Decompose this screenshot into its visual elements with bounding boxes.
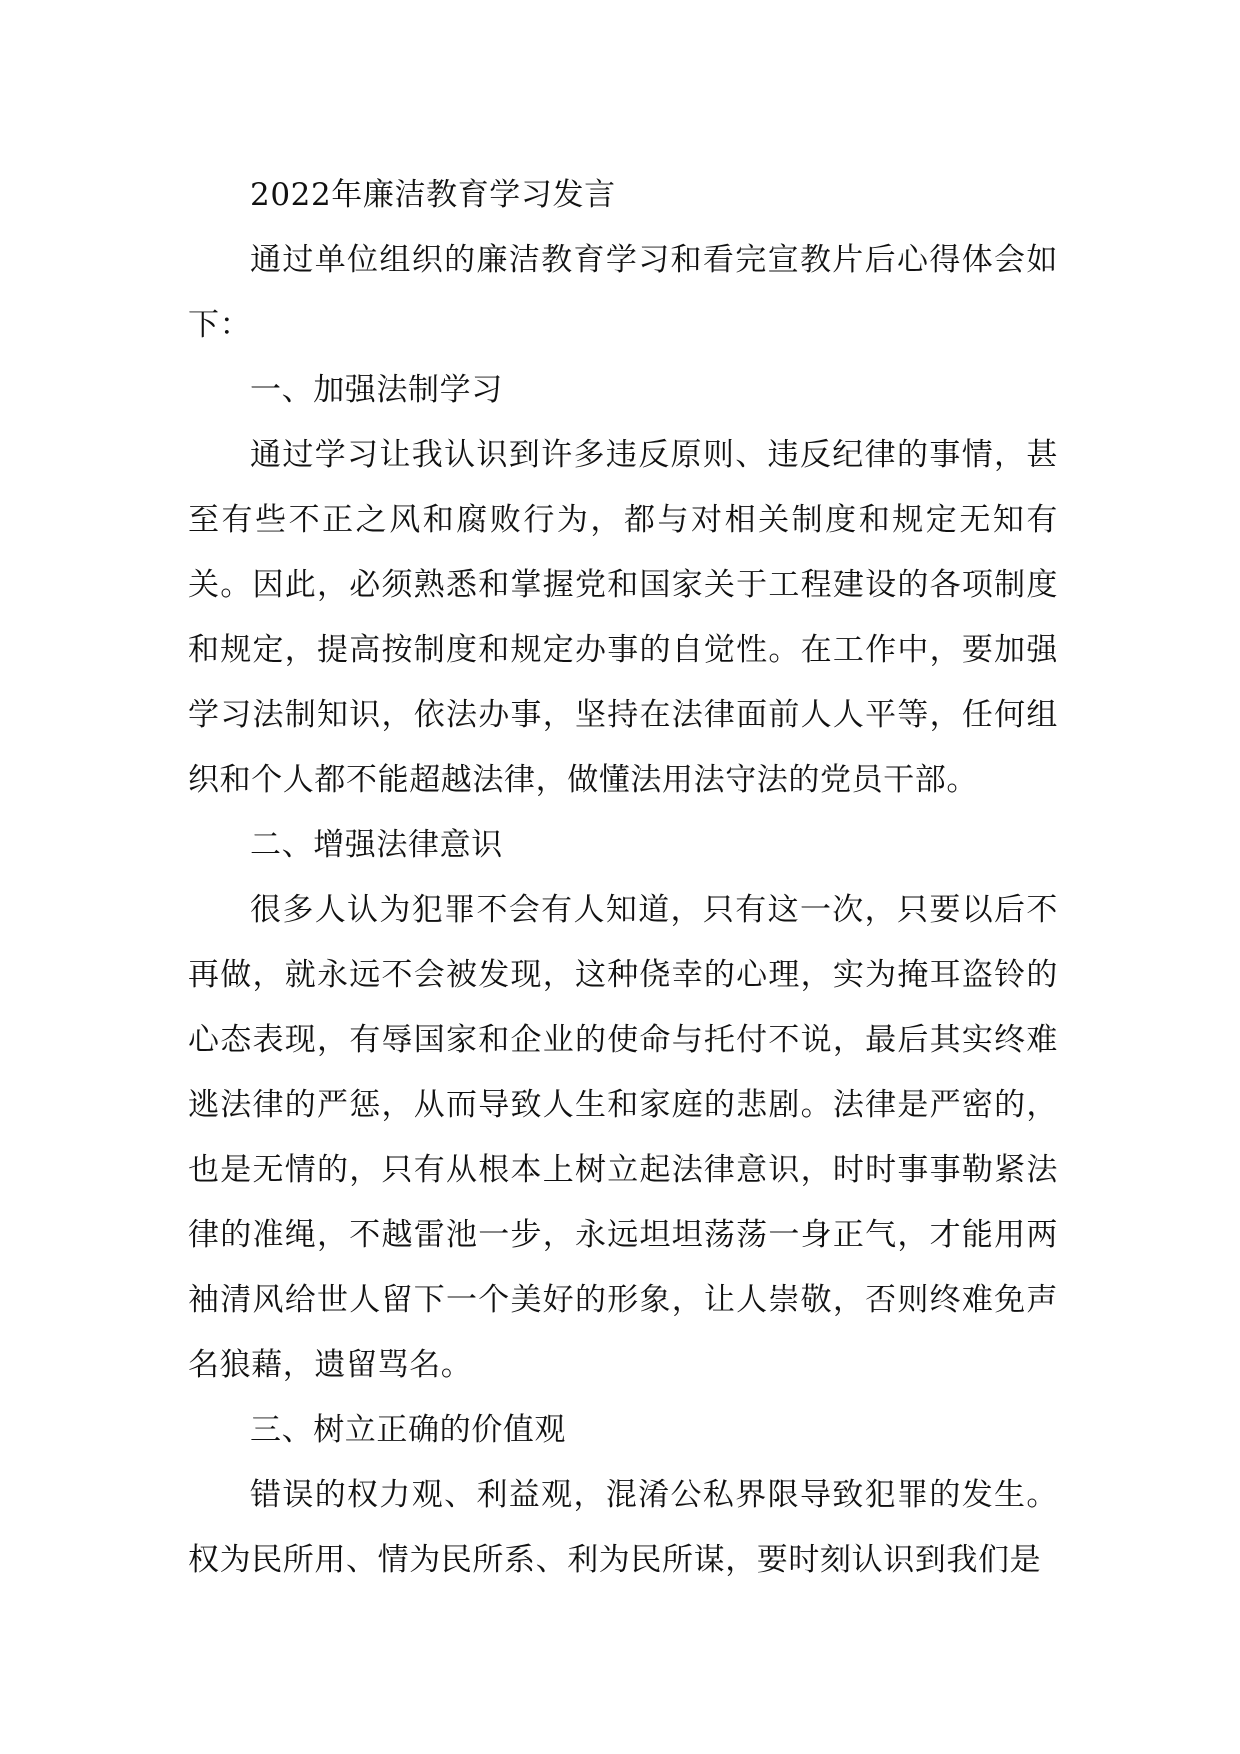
section-3-body: 错误的权力观、利益观，混淆公私界限导致犯罪的发生。权为民所用、情为民所系、利为民所谋，要时刻认识到我们是 — [188, 1477, 1058, 1578]
section-1-body: 通过学习让我认识到许多违反原则、违反纪律的事情，甚至有些不正之风和腐败行为，都与对相关制度和规定无知有关。因此，必须熟悉和掌握党和国家关于工程建设的各项制度和规定，提高按制度和规定办事的自觉性。在工作中，要加强学习法制知识，依法办事，坚持在法律面前人人平等，任何组织和个人都不能超越法律，做懂法用法守法的党员干部。 — [188, 437, 1058, 798]
intro-paragraph: 通过单位组织的廉洁教育学习和看完宣教片后心得体会如下： — [188, 242, 1058, 343]
section-2-body: 很多人认为犯罪不会有人知道，只有这一次，只要以后不再做，就永远不会被发现，这种侥幸的心理，实为掩耳盗铃的心态表现，有辱国家和企业的使命与托付不说，最后其实终难逃法律的严惩，从而导致人生和家庭的悲剧。法律是严密的，也是无情的，只有从根本上树立起法律意识，时时事事勒紧法律的准绳，不越雷池一步，永远坦坦荡荡一身正气，才能用两袖清风给世人留下一个美好的形象，让人崇敬，否则终难免声名狼藉，遗留骂名。 — [188, 892, 1058, 1383]
section-2-heading: 二、增强法律意识 — [250, 827, 503, 863]
section-1-heading: 一、加强法制学习 — [250, 372, 503, 408]
document-body — [188, 163, 1058, 1593]
document-title: 2022年廉洁教育学习发言 — [250, 177, 616, 213]
section-3-heading: 三、树立正确的价值观 — [250, 1412, 566, 1448]
